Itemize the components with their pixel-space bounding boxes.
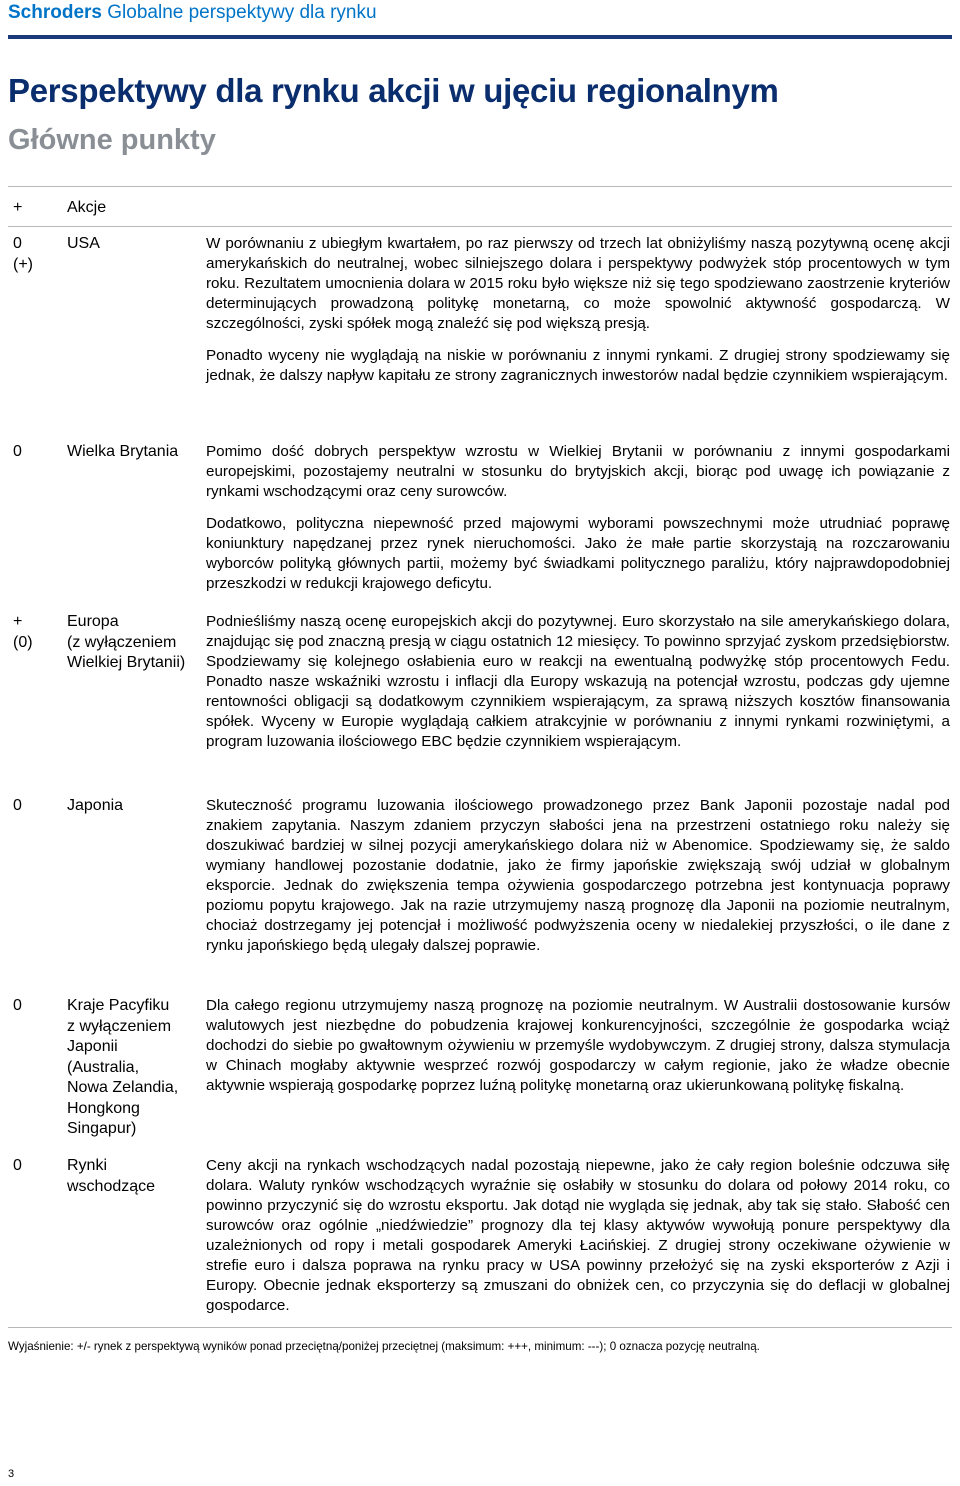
region-commentary xyxy=(206,442,950,594)
region-name: Europa (z wyłączeniem Wielkiej Brytanii) xyxy=(67,613,186,671)
region-commentary xyxy=(206,796,950,956)
region-rating: 0 xyxy=(13,443,22,460)
table-top-divider xyxy=(8,186,952,187)
header-rule xyxy=(8,35,952,39)
region-commentary xyxy=(206,1156,950,1316)
page-number: 3 xyxy=(8,1468,15,1480)
page-title: Perspektywy dla rynku akcji w ujęciu regionalnym xyxy=(8,72,779,109)
commentary-paragraph: W porównaniu z ubiegłym kwartałem, po raz pierwszy od trzech lat obniżyliśmy naszą pozytywną ocenę akcji amerykańskich do neutralnej, wobec silniejszego dolara i perspektywy podwyżek stóp procentowych w tym roku. Rezultatem umocnienia dolara w 2015 roku było większe niż się tego spodziewano zaostrzenie kryteriów determinujących prowadzoną politykę monetarną, co może spowolnić aktywność gospodarczą. W szczególności, zyski spółek mogą znaleźć się pod większą presją. xyxy=(206,235,950,332)
table-bottom-divider xyxy=(8,1327,952,1328)
region-name: USA xyxy=(67,235,100,252)
region-commentary xyxy=(206,996,950,1096)
region-name: Rynki wschodzące xyxy=(67,1157,156,1195)
region-rating: 0 (+) xyxy=(13,235,33,273)
region-name: Wielka Brytania xyxy=(67,443,179,460)
region-commentary xyxy=(206,612,950,752)
region-name: Japonia xyxy=(67,797,124,814)
region-commentary xyxy=(206,234,950,386)
brand-header xyxy=(8,2,377,24)
table-header-divider xyxy=(8,226,952,227)
brand-subtitle: Globalne perspektywy dla rynku xyxy=(107,2,377,23)
region-rating: 0 xyxy=(13,1157,22,1174)
commentary-paragraph: Dla całego regionu utrzymujemy naszą prognozę na poziomie neutralnym. W Australii dostosowanie kursów walutowych jest niezbędne do pobudzenia krajowej konkurencyjności, szczególnie że gospodarka wciąż dochodzi do siebie po gwałtownym ożywieniu w przemyśle wydobywczym. Z drugiej strony, dalsza stymulacja w Chinach mogłaby aktywnie wesprzeć rozwój gospodarczy w całym regionie, jako że władze obecnie aktywnie wspierają gospodarkę poprzez luźną politykę monetarną oraz ukierunkowaną politykę fiskalną. xyxy=(206,997,950,1094)
region-rating: 0 xyxy=(13,797,22,814)
commentary-paragraph: Podnieśliśmy naszą ocenę europejskich akcji do pozytywnej. Euro skorzystało na sile amerykańskiego dolara, znajdując się pod znaczną presją w ciągu ostatnich 12 miesięcy. To powinno sprzyjać zyskom przedsiębiorstw. Spodziewamy się kolejnego osłabienia euro w reakcji na ewentualną podwyżkę stóp procentowych Fedu. Ponadto nasze wskaźniki wzrostu i inflacji dla Europy wskazują na potencjał wzrostu, podczas gdy ujemne rentowności obligacji są dodatkowym czynnikiem wspierającym, za sprawą niższych kosztów finansowania spółek. Wyceny w Europie wyglądają całkiem atrakcyjnie w porównaniu z innymi rynkami rozwiniętymi, a program luzowania ilościowego EBC będzie czynnikiem wspierającym. xyxy=(206,613,950,750)
brand-name: Schroders xyxy=(8,2,102,23)
commentary-paragraph: Ceny akcji na rynkach wschodzących nadal pozostają niepewne, jako że cały region boleśnie odczuwa siłę dolara. Waluty rynków wschodzących wyraźnie się osłabiły w stosunku do dolara od połowy 2014 roku, co powinno przyczynić się do wzrostu eksportu. Jak dotąd nie wygląda się jednak, aby tak się stało. Słabość cen surowców oraz ogólnie „niedźwiedzie” prognozy dla tej klasy aktywów wywołują ponure perspektywy dla uzależnionych od ropy i metali gospodarek Ameryki Łacińskiej. Z drugiej strony oczekiwane ożywienie w strefie euro i dalsza poprawa na rynku pracy w USA powinny przełożyć się na zyski eksporterów z Azji i Europy. Obecnie jednak eksporterzy są zmuszani do obniżek cen, co przyczynia się do deflacji w globalnej gospodarce. xyxy=(206,1157,950,1314)
commentary-paragraph: Skuteczność programu luzowania ilościowego prowadzonego przez Bank Japonii pozostaje nadal pod znakiem zapytania. Naszym zdaniem przyczyn słabości jena na przestrzeni ostatniego roku należy się doszukiwać bardziej w silnej pozycji amerykańskiego dolara niż w Abenomice. Spodziewamy się, że saldo wymiany handlowej pozostanie dodatnie, jako że firmy japońskie zwiększają swój udział w globalnym eksporcie. Jednak do zwiększenia tempa ożywienia gospodarczego potrzebna jest kontynuacja poprawy poziomu popytu krajowego. Jak na razie utrzymujemy naszą prognozę dla Japonii na poziomie neutralnym, chociaż dostrzegamy jej potencjał i możliwość podwyższenia oceny w niedalekiej przyszłości, o ile dane z rynku japońskiego będą ulegały dalszej poprawie. xyxy=(206,797,950,954)
commentary-paragraph: Dodatkowo, polityczna niepewność przed majowymi wyborami powszechnymi może utrudniać poprawę koniunktury napędzanej przez rynek nieruchomości. Jako że małe partie skorzystają na rozczarowaniu wyborców polityką głównych partii, możemy być świadkami politycznego paraliżu, który najprawdopodobniej przeszkodzi w redukcji krajowego deficytu. xyxy=(206,515,950,592)
commentary-paragraph: Ponadto wyceny nie wyglądają na niskie w porównaniu z innymi rynkami. Z drugiej strony spodziewamy się jednak, że dalszy napływ kapitału ze strony zagranicznych inwestorów nadal będzie czynnikiem wspierającym. xyxy=(206,347,950,384)
region-rating: 0 xyxy=(13,997,22,1014)
region-name: Kraje Pacyfiku z wyłączeniem Japonii (Australia, Nowa Zelandia, Hongkong Singapur) xyxy=(67,997,179,1137)
header-label: Akcje xyxy=(67,199,107,216)
commentary-paragraph: Pomimo dość dobrych perspektyw wzrostu w Wielkiej Brytanii w porównaniu z innymi gospodarkami europejskimi, pozostajemy neutralni w stosunku do brytyjskich akcji, biorąc pod uwagę ich powiązanie z rynkami wschodzącymi oraz ceny surowców. xyxy=(206,443,950,500)
region-rating: + (0) xyxy=(13,613,33,651)
header-sign: + xyxy=(13,199,23,216)
footnote: Wyjaśnienie: +/- rynek z perspektywą wyników ponad przeciętną/poniżej przeciętnej (maksimum: +++, minimum: ---); 0 oznacza pozycję neutralną. xyxy=(8,1340,760,1353)
page-subtitle: Główne punkty xyxy=(8,124,216,156)
